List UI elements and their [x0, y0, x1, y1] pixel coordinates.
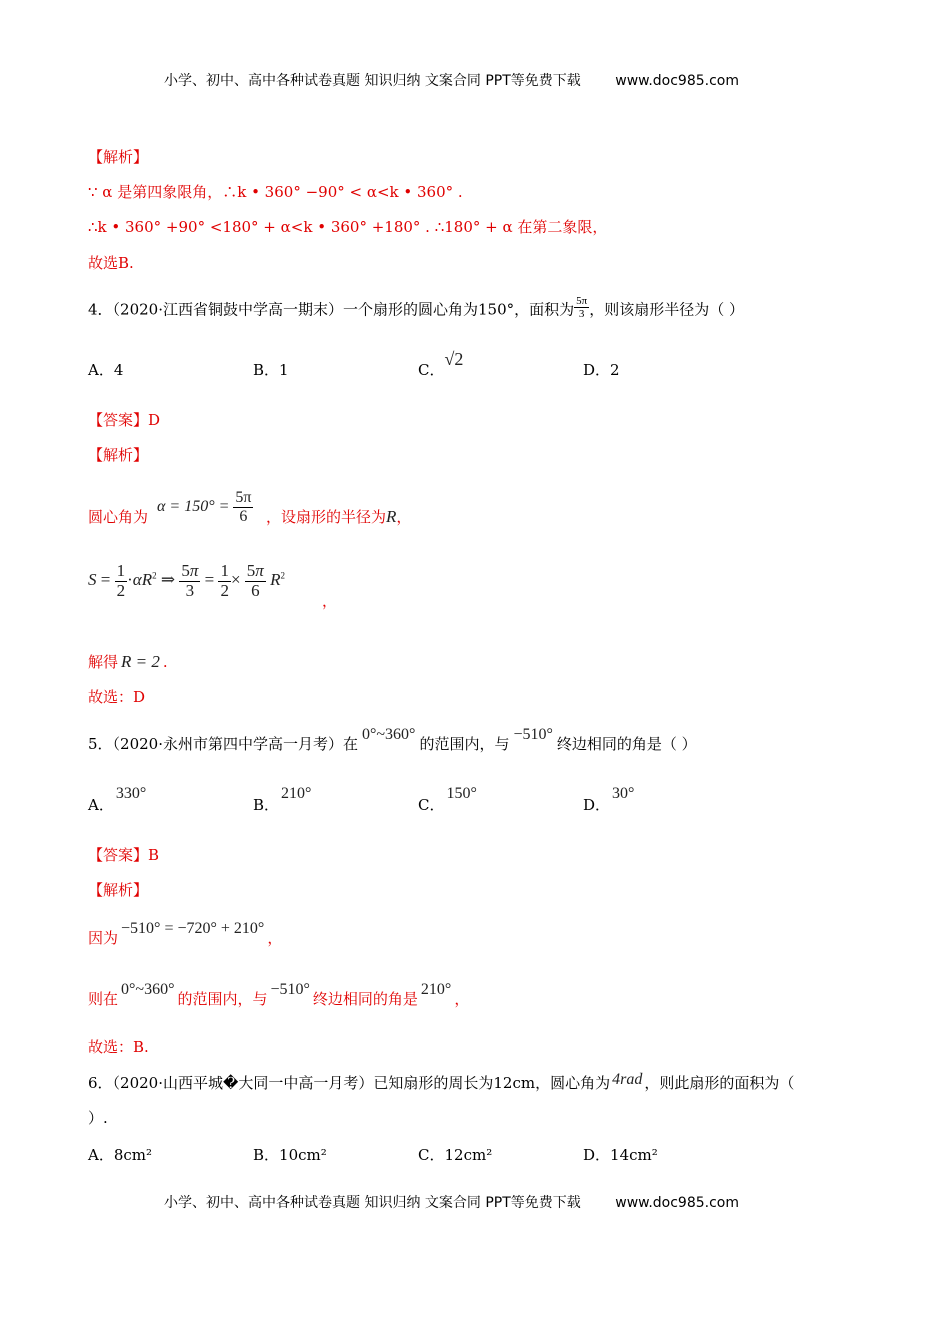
- q5-answer: 【答案】B: [88, 846, 160, 864]
- q4-answer-value: D: [148, 411, 161, 429]
- q5-sol2: 则在0°~360°的范围内，与−510°终边相同的角是210°，: [88, 981, 470, 1008]
- q4-sol2-equation: S = $\frac{1}{2}$ $\cdot\alpha R^2$ ⇒ $\frac{5\pi}{3}$ = $\frac{1}{2}$ × $\frac{5\pi}{6}$ $R^2$: [88, 561, 285, 600]
- q6-stem: 6．（2020·山西平城�大同一中高一月考）已知扇形的周长为12cm，圆心角为 4rad ，则此扇形的面积为（: [88, 1071, 795, 1092]
- page-footer: [164, 1192, 739, 1212]
- q5-option-b: B．210°: [253, 785, 312, 814]
- q5-option-d: D．30°: [583, 785, 635, 814]
- q4-option-d: D．2: [583, 361, 620, 379]
- q3-solution-line2: ∴k • 360° +90° <180° + α<k • 360° +180° . ∴180° + α 在第二象限，: [88, 218, 608, 236]
- q5-sol1-equation: −510° = −720° + 210°: [121, 920, 265, 937]
- q6-stem-end: ）.: [88, 1109, 108, 1127]
- q4-sol1-post: ，设扇形的半径为R，: [266, 507, 412, 526]
- q4-stem: [88, 295, 744, 323]
- q5-answer-value: B: [148, 846, 160, 864]
- q5-sol1: 因为−510° = −720° + 210°，: [88, 920, 283, 947]
- q6-rad: 4rad: [612, 1071, 643, 1088]
- q4-area-fraction: $\frac{5\pi}{3}$: [576, 295, 588, 321]
- q6-option-b: B．10cm²: [253, 1146, 327, 1164]
- q4-stem-end: ，则该扇形半径为（ ）: [589, 300, 744, 319]
- q5-option-a: A．330°: [88, 785, 147, 814]
- q6-option-a: A．8cm²: [88, 1146, 153, 1164]
- q4-number: 4．: [88, 300, 113, 319]
- q3-solution-line1: ∵ α 是第四象限角，∴k • 360° −90° < α<k • 360° .: [88, 183, 463, 201]
- q3-analysis-label: 【解析】: [88, 148, 149, 166]
- q4-sol1-equation: α = 150° = $\frac{5\pi}{6}$: [157, 489, 252, 525]
- header-text: 小学、初中、高中各种试卷真题 知识归纳 文案合同 PPT等免费下载: [164, 73, 581, 89]
- q5-analysis-label: 【解析】: [88, 881, 149, 899]
- q4-option-c-value: √2: [444, 349, 464, 369]
- page-header: [164, 70, 739, 90]
- footer-text: 小学、初中、高中各种试卷真题 知识归纳 文案合同 PPT等免费下载: [164, 1195, 581, 1211]
- q5-option-c: C．150°: [418, 785, 477, 814]
- q4-answer: 【答案】D: [88, 411, 161, 429]
- q5-stem: 5．（2020·永州市第四中学高一月考）在0°~360°的范围内，与−510°终边相同的角是（ ）: [88, 726, 697, 753]
- q4-sol2-comma: ，: [322, 592, 338, 610]
- q4-stem-text: （2020·江西省铜鼓中学高一期末）一个扇形的圆心角为150°，面积为: [112, 300, 575, 319]
- q5-choose: 故选：B.: [88, 1038, 149, 1056]
- q4-option-a: A．4: [88, 361, 124, 379]
- q3-choose: 故选B.: [88, 254, 134, 272]
- q4-choose: 故选：D: [88, 688, 146, 706]
- q4-sol3: 解得 R = 2 .: [88, 652, 168, 671]
- q5-range: 0°~360°: [362, 726, 416, 743]
- q4-option-c: C．√2: [418, 349, 464, 379]
- q4-sol1-prefix: 圆心角为: [88, 508, 149, 526]
- q4-option-b: B．1: [253, 361, 289, 379]
- q6-option-c: C．12cm²: [418, 1146, 493, 1164]
- q4-analysis-label: 【解析】: [88, 446, 149, 464]
- q5-angle: −510°: [513, 726, 553, 743]
- header-site: www.doc985.com: [615, 73, 739, 89]
- footer-site: www.doc985.com: [615, 1195, 739, 1211]
- q6-option-d: D．14cm²: [583, 1146, 658, 1164]
